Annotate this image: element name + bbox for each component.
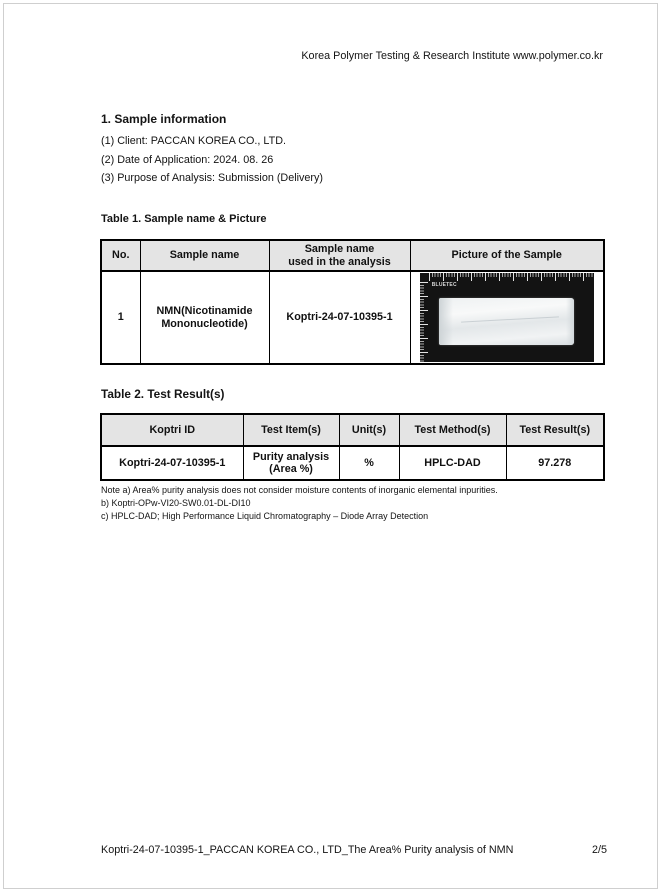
test-table-header-test-item: Test Item(s)	[243, 414, 339, 446]
sample-package	[439, 298, 574, 345]
ruler-left	[420, 282, 429, 362]
test-item-cell: Purity analysis (Area %)	[243, 446, 339, 480]
sample-table-header-no: No.	[101, 240, 140, 271]
table1-caption: Table 1. Sample name & Picture	[101, 213, 267, 225]
sample-name-cell: NMN(Nicotinamide Mononucleotide)	[140, 271, 269, 364]
sample-table-body	[101, 271, 604, 364]
table-row	[101, 446, 604, 480]
test-result-cell: 97.278	[506, 446, 604, 480]
test-table-header-unit: Unit(s)	[339, 414, 399, 446]
footer-document-name: Koptri-24-07-10395-1_PACCAN KOREA CO., LTD_The Area% Purity analysis of NMN	[101, 844, 514, 856]
sample-no-cell: 1	[101, 271, 140, 364]
test-table-header-test-method: Test Method(s)	[399, 414, 506, 446]
test-table-header-test-result: Test Result(s)	[506, 414, 604, 446]
sample-table-header-picture: Picture of the Sample	[410, 240, 604, 271]
package-crease	[461, 316, 559, 322]
note-b: b) Koptri-OPw-VI20-SW0.01-DL-DI10	[101, 498, 251, 508]
table-header-row	[101, 414, 604, 446]
purpose-line: (3) Purpose of Analysis: Submission (Delivery)	[101, 172, 324, 184]
sample-table-header-sample-name: Sample name	[140, 240, 269, 271]
ruler-brand-label: BLUETEC	[431, 282, 457, 288]
notes	[101, 484, 498, 523]
table-row	[101, 271, 604, 364]
sample-table-head	[101, 240, 604, 271]
ruler-top	[429, 273, 594, 282]
sample-information-list	[101, 132, 323, 188]
institute-header: Korea Polymer Testing & Research Institute www.polymer.co.kr	[301, 50, 603, 62]
unit-cell: %	[339, 446, 399, 480]
test-method-cell: HPLC-DAD	[399, 446, 506, 480]
sample-photo	[420, 273, 594, 362]
package-edge	[566, 298, 574, 345]
section-title-sample-information: 1. Sample information	[101, 112, 227, 126]
client-line: (1) Client: PACCAN KOREA CO., LTD.	[101, 135, 286, 147]
sample-table	[100, 239, 605, 365]
test-result-table-body	[101, 446, 604, 480]
test-result-table-head	[101, 414, 604, 446]
table-header-row	[101, 240, 604, 271]
note-c: c) HPLC-DAD; High Performance Liquid Chromatography – Diode Array Detection	[101, 511, 429, 521]
application-date-line: (2) Date of Application: 2024. 08. 26	[101, 153, 274, 166]
test-table-header-koptri-id: Koptri ID	[101, 414, 243, 446]
analysis-name-cell: Koptri-24-07-10395-1	[269, 271, 410, 364]
package-fold	[439, 298, 453, 345]
footer-page-number: 2/5	[591, 844, 607, 856]
test-result-table	[100, 413, 605, 481]
table2-caption: Table 2. Test Result(s)	[101, 387, 225, 401]
note-a: Note a) Area% purity analysis does not consider moisture contents of inorganic elemental inpurities.	[101, 485, 498, 495]
sample-table-header-analysis-name: Sample name used in the analysis	[269, 240, 410, 271]
koptri-id-cell: Koptri-24-07-10395-1	[101, 446, 243, 480]
sample-picture-cell	[410, 271, 604, 364]
